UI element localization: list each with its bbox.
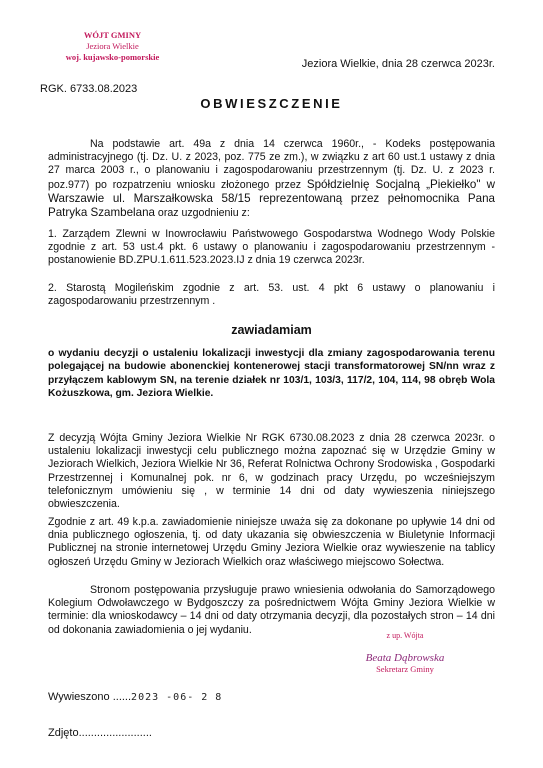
agreement-item-1: 1. Zarządem Zlewni w Inowrocławiu Państwowego Gospodarstwa Wodnego Wody Polskie zgodnie z art. 53 ust.4 pkt. 6 ustawy o planowaniu i zagospodarowaniu przestrzennym - postanowienie BD.ZPU.1.611.523.2023.IJ z dnia 19 czerwca 2023r. <box>48 228 495 267</box>
signature-on-behalf: z up. Wójta <box>386 631 424 640</box>
applicant-text: Spółdzielnię Socjalną „Piekiełko" w Warszawie ul. Marszałkowska 58/15 reprezentowaną przez pełnomocnika Pana Patryka Szambelana <box>48 177 495 220</box>
posted-line <box>48 691 222 703</box>
signature-block <box>340 631 470 674</box>
decision-paragraph: Z decyzją Wójta Gminy Jeziora Wielkie Nr RGK 6730.08.2023 z dnia 28 czerwca 2023r. o ustaleniu lokalizacji inwestycji celu publicznego można zapoznać się w Urzędzie Gminy w Jeziorach Wielkich, Jeziora Wielkie Nr 36, Referat Rolnictwa Ochrony Srodowiska , Gospodarki Przestrzennej i Komunalnej pok. nr 6, w godzinach pracy Urzędu, po wcześniejszym telefonicznym umówieniu się , w terminie 14 dni od daty wywieszenia niniejszego obwieszczenia. <box>48 432 495 511</box>
posted-date: 2023 -06- 2 8 <box>131 692 223 703</box>
intro-paragraph <box>48 138 495 220</box>
intro-text-end: oraz uzgodnieniu z: <box>154 207 250 220</box>
appeal-paragraph <box>48 584 495 637</box>
posted-label: Wywieszono <box>48 691 113 703</box>
signature-role: Sekretarz Gminy <box>376 664 434 674</box>
place-and-date: Jeziora Wielkie, dnia 28 czerwca 2023r. <box>301 58 495 70</box>
stamp-line-office: WÓJT GMINY <box>83 30 142 40</box>
removed-dots: ........................ <box>78 727 152 739</box>
stamp-line-municipality: Jeziora Wielkie <box>86 41 139 51</box>
decision-subject: o wydaniu decyzji o ustaleniu lokalizacji inwestycji dla zmiany zagospodarowania terenu polegającej na budowie abonenckiej kontenerowej stacji transformatorowej SN/nn wraz z przyłączem kablowym SN, na terenie działek nr 103/1, 103/3, 117/2, 104, 114, 98 obręb Wola Kożuszkowa, gm. Jeziora Wielkie. <box>48 348 495 400</box>
reference-number: RGK. 6733.08.2023 <box>40 83 138 95</box>
office-stamp <box>50 30 175 63</box>
removed-line <box>48 727 152 739</box>
document-title: OBWIESZCZENIE <box>200 96 343 111</box>
notice-paragraph: Zgodnie z art. 49 k.p.a. zawiadomienie niniejsze uważa się za dokonane po upływie 14 dni od dnia publicznego ogłoszenia, tj. od daty ukazania się obwieszczenia w Biuletynie Informacji Publicznej na stronie internetowej Urzędu Gminy Jeziora Wielkie oraz wywieszenie na tablicy ogłoszeń Urzędu Gminy w Jeziorach Wielkich oraz właściwego miejscowo Sołectwa. <box>48 516 495 568</box>
announcement-heading: zawiadamiam <box>231 323 312 337</box>
appeal-text: Stronom postępowania przysługuje prawo wniesienia odwołania do Samorządowego Kolegium Odwoławczego w Bydgoszczy za pośrednictwem Wójta Gminy Jeziora Wielkie w terminie: dla wnioskodawcy – 14 dni od daty otrzymania decyzji, dla pozostałych stron – 14 dni od dokonania zawiadomienia o jej wydaniu. <box>48 584 495 636</box>
intro-text: Na podstawie art. 49a z dnia 14 czerwca 1960r., - Kodeks postępowania administracyjnego (tj. Dz. U. z 2023, poz. 775 ze zm.), w związku z art 60 ust.1 ustawy z dnia 27 marca 2003 r., o planowaniu i zagospodarowaniu przestrzennym (tj. Dz. U. z 2023 r. poz.977) po rozpatrzeniu wniosku złożonego przez <box>48 138 495 191</box>
agreement-item-2: 2. Starostą Mogileńskim zgodnie z art. 53. ust. 4 pkt 6 ustawy o planowaniu i zagospodarowaniu przestrzennym . <box>48 282 495 308</box>
stamp-line-voivodeship: woj. kujawsko-pomorskie <box>65 52 160 62</box>
signature-name: Beata Dąbrowska <box>365 652 445 664</box>
posted-dots: ...... <box>112 691 132 703</box>
removed-label: Zdjęto <box>48 727 79 739</box>
